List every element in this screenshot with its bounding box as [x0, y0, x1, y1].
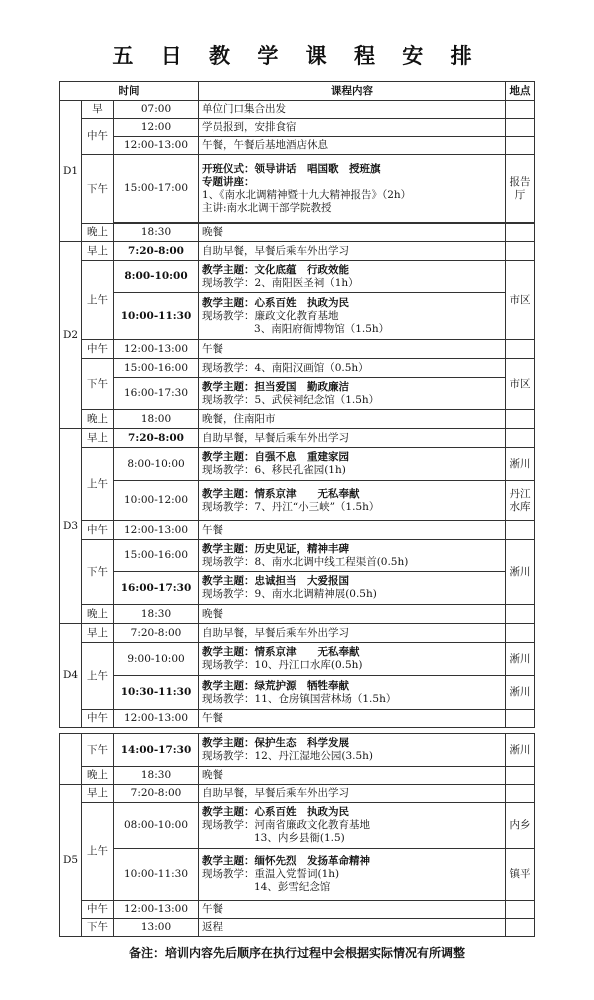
- content-cell: 午餐: [199, 521, 506, 540]
- time-cell: 12:00-13:00: [114, 521, 199, 540]
- location-cell: 淅川: [506, 734, 535, 767]
- table-row: [60, 643, 535, 676]
- location-cell: [506, 340, 535, 359]
- content-line: 教学主题：保护生态 科学发展: [202, 737, 349, 749]
- location-cell: [506, 919, 535, 937]
- content-cell: 晚餐: [199, 224, 506, 242]
- location-cell: 淅川: [506, 540, 535, 605]
- location-cell: [506, 624, 535, 643]
- header-row: [60, 82, 535, 101]
- content-line: 现场教学：11、仓房镇国营林场（1.5h）: [202, 692, 397, 705]
- time-cell: 10:30-11:30: [114, 676, 199, 710]
- period-label: 中午: [82, 521, 114, 540]
- table-row: [60, 785, 535, 803]
- time-cell: 16:00-17:30: [114, 378, 199, 410]
- content-line: 主讲:南水北调干部学院教授: [202, 201, 332, 214]
- table-row: [60, 359, 535, 378]
- content-line: 现场教学：6、移民孔雀园(1h): [202, 464, 346, 476]
- table-row: [60, 919, 535, 937]
- location-cell: 淅川: [506, 676, 535, 710]
- content-cell: [199, 676, 506, 710]
- content-line: 教学主题：文化底蕴 行政效能: [202, 263, 350, 276]
- time-cell: 15:00-16:00: [114, 359, 199, 378]
- content-line: 教学主题：担当爱国 勤政廉洁: [202, 380, 350, 393]
- time-cell: 7:20-8:00: [114, 624, 199, 643]
- content-cell: 自助早餐，早餐后乘车外出学习: [199, 242, 506, 261]
- content-cell: 单位门口集合出发: [199, 101, 506, 119]
- location-cell: [506, 481, 535, 521]
- header-content: 课程内容: [199, 82, 506, 101]
- period-label: 上午: [82, 643, 114, 710]
- location-cell: [506, 785, 535, 803]
- table-row: [60, 849, 535, 901]
- time-cell: 12:00-13:00: [114, 340, 199, 359]
- period-label: 下午: [82, 919, 114, 937]
- content-line: 教学主题：历史见证，精神丰碑: [202, 542, 350, 555]
- table-row: [60, 572, 535, 605]
- period-label: 早上: [82, 785, 114, 803]
- table-row: [60, 624, 535, 643]
- location-cell: [506, 137, 535, 155]
- table-row: [60, 101, 535, 119]
- header-location: 地点: [506, 82, 535, 101]
- content-cell: 午餐: [199, 710, 506, 728]
- period-label: 早上: [82, 429, 114, 448]
- day-label-blank: [60, 734, 82, 785]
- content-line: 教学主题：心系百姓 执政为民: [202, 296, 350, 309]
- location-cell: [506, 101, 535, 119]
- content-cell: 晚餐: [199, 767, 506, 785]
- location-cell: 内乡: [506, 803, 535, 849]
- time-cell: 8:00-10:00: [114, 448, 199, 481]
- table-row: [60, 734, 535, 767]
- table-row: [60, 767, 535, 785]
- table-row: [60, 448, 535, 481]
- content-cell: 午餐，午餐后基地酒店休息: [199, 137, 506, 155]
- period-label: 中午: [82, 340, 114, 359]
- table-row: [60, 803, 535, 849]
- time-cell: 7:20-8:00: [114, 785, 199, 803]
- table-row: [60, 340, 535, 359]
- location-cell: 市区: [506, 261, 535, 340]
- schedule-table-part-2: [59, 733, 535, 937]
- content-cell: [199, 155, 506, 223]
- content-line: 教学主题：心系百姓 执政为民: [202, 806, 349, 818]
- time-cell: 7:20-8:00: [114, 429, 199, 448]
- period-label: 下午: [82, 155, 114, 224]
- content-line: 现场教学：河南省廉政文化教育基地: [202, 819, 370, 831]
- table-row: [60, 540, 535, 572]
- time-cell: 12:00: [114, 119, 199, 137]
- time-cell: 18:30: [114, 605, 199, 624]
- content-cell: 返程: [199, 919, 506, 937]
- content-line: 教学主题：自强不息 重建家园: [202, 451, 350, 463]
- period-label: 早上: [82, 242, 114, 261]
- location-cell: [506, 521, 535, 540]
- table-row: [60, 710, 535, 728]
- table-row: [60, 137, 535, 155]
- period-label: 早上: [82, 624, 114, 643]
- period-label: 早: [82, 101, 114, 119]
- content-line: 专题讲座：: [202, 175, 255, 188]
- period-label: 上午: [82, 803, 114, 901]
- period-label: 晚上: [82, 224, 114, 242]
- location-cell: [506, 605, 535, 624]
- content-line: 现场教学：重温入党誓词(1h): [202, 868, 340, 880]
- time-cell: 12:00-13:00: [114, 710, 199, 728]
- day-label-d2: D2: [60, 242, 82, 429]
- content-line: 教学主题：忠诚担当 大爱报国: [202, 575, 350, 587]
- time-cell: 13:00: [114, 919, 199, 937]
- location-line: 水库: [509, 500, 531, 513]
- content-cell: 自助早餐，早餐后乘车外出学习: [199, 785, 506, 803]
- period-label: 下午: [82, 540, 114, 605]
- period-label: 晚上: [82, 605, 114, 624]
- location-cell: 淅川: [506, 448, 535, 481]
- location-cell: 镇平: [506, 849, 535, 901]
- content-cell: 午餐: [199, 901, 506, 919]
- location-cell: [506, 767, 535, 785]
- table-row: [60, 242, 535, 261]
- table-row: [60, 901, 535, 919]
- table-row: [60, 119, 535, 137]
- time-cell: 10:00-12:00: [114, 481, 199, 521]
- location-cell: [506, 119, 535, 137]
- content-line: 现场教学：5、武侯祠纪念馆（1.5h）: [202, 393, 380, 406]
- period-label: 中午: [82, 901, 114, 919]
- header-time: 时间: [60, 82, 199, 101]
- table-row: [60, 521, 535, 540]
- schedule-table-part-1: [59, 81, 535, 728]
- time-cell: 8:00-10:00: [114, 261, 199, 293]
- table-row: [60, 155, 535, 223]
- table-row: [60, 605, 535, 624]
- content-cell: 学员报到，安排食宿: [199, 119, 506, 137]
- time-cell: 10:00-11:30: [114, 849, 199, 901]
- content-cell: [199, 540, 506, 572]
- time-cell: 10:00-11:30: [114, 293, 199, 340]
- content-cell: 自助早餐，早餐后乘车外出学习: [199, 624, 506, 643]
- time-cell: 7:20-8:00: [114, 242, 199, 261]
- period-label: 晚上: [82, 767, 114, 785]
- period-label: 下午: [82, 359, 114, 410]
- time-cell: 12:00-13:00: [114, 901, 199, 919]
- day-label-d1: D1: [60, 101, 82, 242]
- table-row: [60, 378, 535, 410]
- table-row: [60, 261, 535, 293]
- location-line: 丹江: [509, 487, 531, 500]
- period-label: 中午: [82, 710, 114, 728]
- content-line: 现场教学：廉政文化教育基地: [202, 309, 339, 322]
- content-cell: [199, 849, 506, 901]
- content-cell: [199, 734, 506, 767]
- location-cell: 市区: [506, 359, 535, 410]
- content-line: 现场教学：7、丹江“小三峡”（1.5h）: [202, 500, 380, 513]
- location-cell: [506, 710, 535, 728]
- content-cell: [199, 481, 506, 521]
- location-cell: [506, 901, 535, 919]
- time-cell: 9:00-10:00: [114, 643, 199, 676]
- day-label-d4: D4: [60, 624, 82, 728]
- period-label: 中午: [82, 119, 114, 155]
- content-cell: 自助早餐，早餐后乘车外出学习: [199, 429, 506, 448]
- time-cell: 14:00-17:30: [114, 734, 199, 767]
- location-cell: 报告厅: [506, 155, 535, 223]
- content-cell: 现场教学：4、南阳汉画馆（0.5h）: [199, 359, 506, 378]
- page-title: 五 日 教 学 课 程 安 排: [112, 44, 482, 68]
- table-row: [60, 429, 535, 448]
- content-line: 13、内乡县衙(1.5): [254, 832, 345, 844]
- content-cell: [199, 643, 506, 676]
- day-label-d3: D3: [60, 429, 82, 624]
- time-cell: 08:00-10:00: [114, 803, 199, 849]
- time-cell: 12:00-13:00: [114, 137, 199, 155]
- location-cell: [506, 429, 535, 448]
- content-cell: 午餐: [199, 340, 506, 359]
- location-cell: [506, 410, 535, 429]
- content-cell: [199, 378, 506, 410]
- period-label: 晚上: [82, 410, 114, 429]
- content-line: 开班仪式：领导讲话 唱国歌 授班旗: [202, 162, 381, 175]
- table-row: [60, 410, 535, 429]
- content-cell: [199, 293, 506, 340]
- time-cell: 16:00-17:30: [114, 572, 199, 605]
- table-row: [60, 293, 535, 340]
- location-cell: [506, 224, 535, 242]
- table-row: [60, 676, 535, 710]
- location-cell: [506, 242, 535, 261]
- content-cell: [199, 803, 506, 849]
- location-cell: 淅川: [506, 643, 535, 676]
- content-line: 现场教学：2、南阳医圣祠（1h）: [202, 276, 359, 289]
- content-cell: [199, 448, 506, 481]
- time-cell: 07:00: [114, 101, 199, 119]
- content-line: 现场教学：8、南水北调中线工程渠首(0.5h): [202, 555, 409, 568]
- day-label-d5: D5: [60, 785, 82, 937]
- time-cell: 15:00-17:00: [114, 155, 199, 223]
- content-cell: [199, 572, 506, 605]
- footnote: 备注：培训内容先后顺序在执行过程中会根据实际情况有所调整: [128, 946, 465, 960]
- content-line: 教学主题：绿荒护源 牺牲奉献: [202, 679, 350, 692]
- content-cell: 晚餐: [199, 605, 506, 624]
- time-cell: 18:00: [114, 410, 199, 429]
- content-line: 教学主题：情系京津 无私奉献: [202, 646, 360, 658]
- time-cell: 18:30: [114, 224, 199, 242]
- period-label: 上午: [82, 448, 114, 521]
- content-line: 教学主题：情系京津 无私奉献: [202, 487, 360, 500]
- period-label: 下午: [82, 734, 114, 767]
- content-line: 现场教学：9、南水北调精神展(0.5h): [202, 588, 377, 600]
- content-line: 14、彭雪纪念馆: [254, 881, 331, 893]
- content-cell: [199, 261, 506, 293]
- content-cell: 晚餐，住南阳市: [199, 410, 506, 429]
- content-line: 3、南阳府衙博物馆（1.5h）: [254, 322, 390, 335]
- time-cell: 18:30: [114, 767, 199, 785]
- period-label: 上午: [82, 261, 114, 340]
- table-row: [60, 481, 535, 521]
- content-line: 现场教学：12、丹江湿地公园(3.5h): [202, 750, 374, 762]
- table-row: [60, 224, 535, 242]
- content-line: 现场教学：10、丹江口水库(0.5h): [202, 659, 363, 671]
- time-cell: 15:00-16:00: [114, 540, 199, 572]
- content-line: 1、《南水北调精神暨十九大精神报告》（2h）: [202, 188, 412, 201]
- content-line: 教学主题：缅怀先烈 发扬革命精神: [202, 855, 370, 867]
